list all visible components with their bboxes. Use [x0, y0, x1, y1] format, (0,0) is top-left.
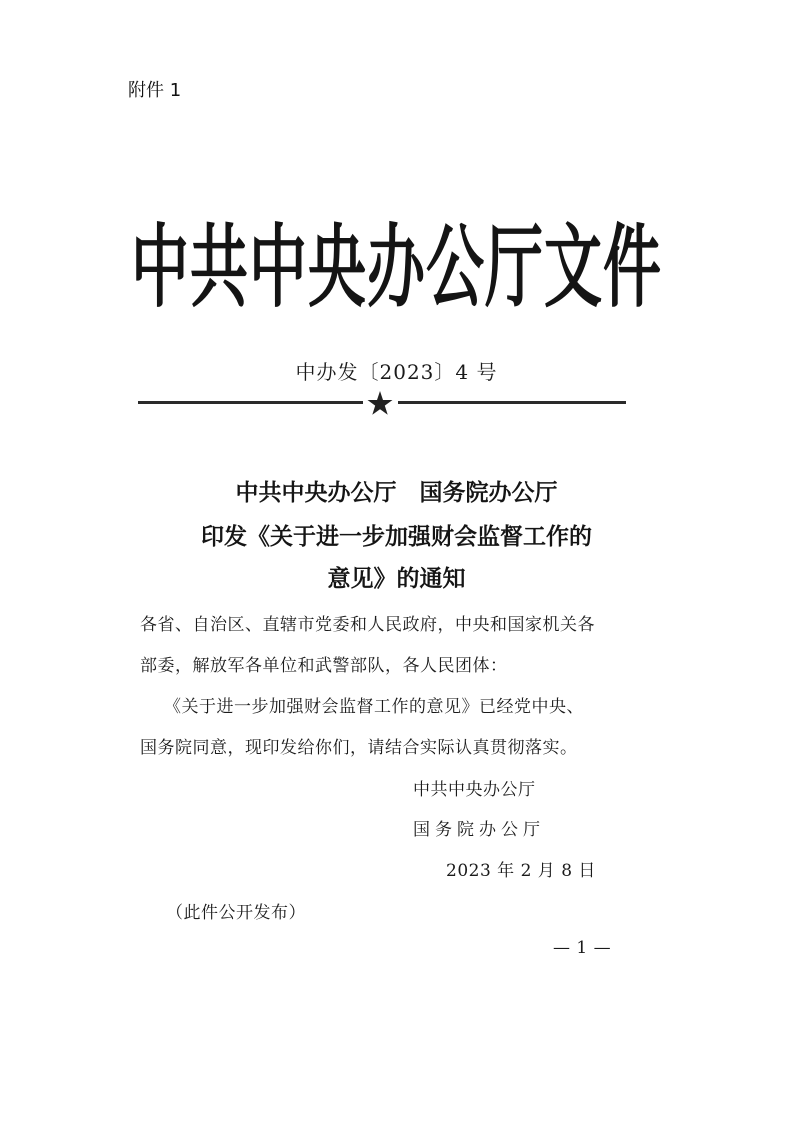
recipients-line-1: 各省、自治区、直辖市党委和人民政府，中央和国家机关各 [140, 615, 595, 635]
page-number: — 1 — [553, 938, 612, 958]
signature-org-2: 国务院办公厅 [413, 820, 545, 840]
body-paragraph-line-1: 《关于进一步加强财会监督工作的意见》已经党中央、 [164, 697, 584, 717]
title-line-2: 印发《关于进一步加强财会监督工作的 [201, 524, 592, 550]
signature-date: 2023 年 2 月 8 日 [446, 861, 596, 881]
header-rule-left [138, 401, 363, 404]
star-icon [367, 390, 393, 416]
attachment-label: 附件 1 [128, 80, 182, 101]
title-line-3: 意见》的通知 [327, 566, 466, 592]
header-rule-right [398, 401, 626, 404]
body-paragraph-line-2: 国务院同意，现印发给你们，请结合实际认真贯彻落实。 [140, 738, 578, 758]
recipients-line-2: 部委，解放军各单位和武警部队，各人民团体： [140, 656, 508, 676]
document-masthead: 中共中央办公厅文件 [130, 214, 662, 320]
title-line-1: 中共中央办公厅 国务院办公厅 [235, 480, 558, 506]
signature-org-1: 中共中央办公厅 [413, 780, 536, 800]
document-number: 中办发〔2023〕4 号 [295, 360, 498, 384]
publish-note: （此件公开发布） [166, 903, 306, 923]
